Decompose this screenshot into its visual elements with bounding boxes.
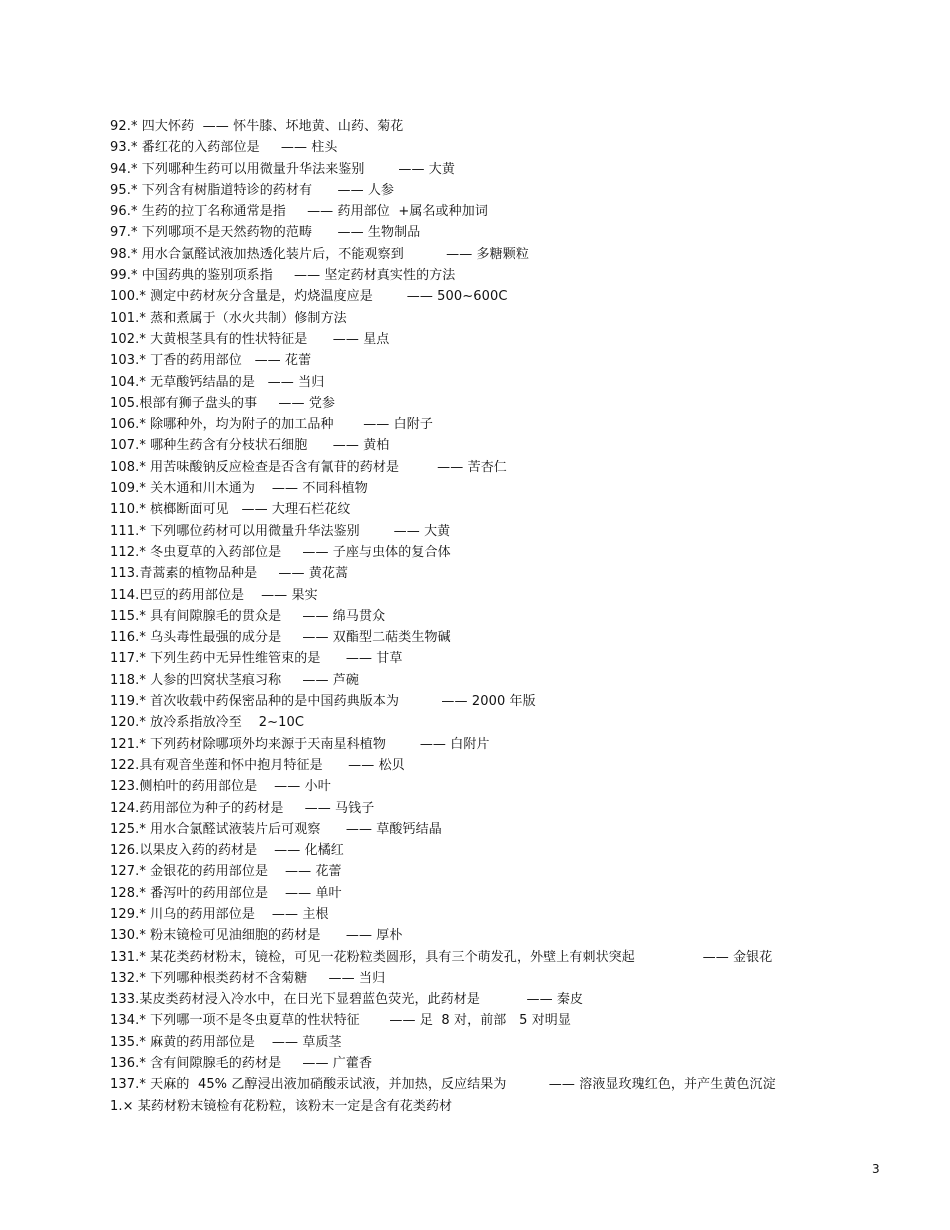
text-line: 105.根部有狮子盘头的事 —— 党参	[110, 395, 336, 411]
text-line: 122.具有观音坐莲和怀中抱月特征是 —— 松贝	[110, 757, 405, 773]
text-line: 115.* 具有间隙腺毛的贯众是 —— 绵马贯众	[110, 608, 386, 624]
text-line: 110.* 槟榔断面可见 —— 大理石栏花纹	[110, 502, 351, 518]
text-line: 106.* 除哪种外，均为附子的加工品种 —— 白附子	[110, 417, 433, 433]
text-line: 100.* 测定中药材灰分含量是，灼烧温度应是 —— 500~600C	[110, 289, 508, 305]
text-line: 128.* 番泻叶的药用部位是 —— 单叶	[110, 885, 342, 901]
text-line: 92.* 四大怀药 —— 怀牛膝、坏地黄、山药、菊花	[110, 119, 404, 134]
text-line: 107.* 哪种生药含有分枝状石细胞 —— 黄柏	[110, 438, 390, 454]
text-line: 129.* 川乌的药用部位是 —— 主根	[110, 906, 329, 922]
text-line: 132.* 下列哪种根类药材不含菊糖 —— 当归	[110, 970, 386, 986]
text-line: 117.* 下列生药中无异性维管束的是 —— 甘草	[110, 651, 403, 667]
text-line: 134.* 下列哪一项不是冬虫夏草的性状特征 —— 足 8 对，前部 5 对明显	[110, 1013, 572, 1029]
text-line: 103.* 丁香的药用部位 —— 花蕾	[110, 353, 312, 369]
text-line: 133.某皮类药材浸入冷水中，在日光下显碧蓝色荧光，此药材是 —— 秦皮	[110, 992, 584, 1008]
text-line: 119.* 首次收载中药保密品种的是中国药典版本为 —— 2000 年版	[110, 694, 536, 710]
text-line: 137.* 天麻的 45% 乙醇浸出液加硝酸汞试液，并加热，反应结果为 —— 溶液显玫瑰红色，并产生黄色沉淀	[110, 1077, 776, 1093]
text-line: 96.* 生药的拉丁名称通常是指 —— 药用部位 +属名或种加词	[110, 204, 488, 220]
text-line: 108.* 用苦味酸钠反应检查是否含有氰苷的药材是 —— 苦杏仁	[110, 459, 507, 475]
text-line: 111.* 下列哪位药材可以用微量升华法鉴别 —— 大黄	[110, 523, 451, 539]
text-line: 127.* 金银花的药用部位是 —— 花蕾	[110, 864, 342, 880]
text-line: 104.* 无草酸钙结晶的是 —— 当归	[110, 374, 325, 390]
text-line: 130.* 粉末镜检可见油细胞的药材是 —— 厚朴	[110, 928, 403, 944]
text-line: 125.* 用水合氯醛试液装片后可观察 —— 草酸钙结晶	[110, 821, 442, 837]
text-line: 101.* 蒸和煮属于（水火共制）修制方法	[110, 310, 347, 326]
text-line: 131.* 某花类药材粉末，镜检，可见一花粉粒类圆形，具有三个萌发孔，外壁上有刺状突起 —— 金银花	[110, 949, 773, 965]
text-line: 136.* 含有间隙腺毛的药材是 —— 广藿香	[110, 1056, 373, 1072]
page-number: 3	[872, 1162, 880, 1176]
text-line: 112.* 冬虫夏草的入药部位是 —— 子座与虫体的复合体	[110, 544, 451, 560]
text-line: 135.* 麻黄的药用部位是 —— 草质茎	[110, 1034, 342, 1050]
text-line: 93.* 番红花的入药部位是 —— 柱头	[110, 140, 338, 156]
text-line: 94.* 下列哪种生药可以用微量升华法来鉴别 —— 大黄	[110, 161, 455, 177]
text-line: 120.* 放冷系指放冷至 2~10C	[110, 715, 305, 731]
text-line: 126.以果皮入药的药材是 —— 化橘红	[110, 843, 344, 859]
text-line: 98.* 用水合氯醛试液加热透化装片后，不能观察到 —— 多糖颗粒	[110, 246, 529, 262]
text-line: 109.* 关木通和川木通为 —— 不同科植物	[110, 481, 368, 497]
text-line: 95.* 下列含有树脂道特诊的药材有 —— 人参	[110, 182, 395, 198]
text-line: 99.* 中国药典的鉴别项系指 —— 坚定药材真实性的方法	[110, 268, 456, 284]
text-line: 97.* 下列哪项不是天然药物的范畴 —— 生物制品	[110, 225, 421, 241]
text-line: 118.* 人参的凹窝状茎痕习称 —— 芦碗	[110, 672, 359, 688]
question-list	[110, 116, 910, 1117]
text-line: 124.药用部位为种子的药材是 —— 马钱子	[110, 800, 375, 816]
text-line: 1.× 某药材粉末镜检有花粉粒，该粉末一定是含有花类药材	[110, 1098, 453, 1114]
text-line: 113.青蒿素的植物品种是 —— 黄花蒿	[110, 566, 349, 582]
text-line: 123.侧柏叶的药用部位是 —— 小叶	[110, 779, 331, 795]
text-line: 102.* 大黄根茎具有的性状特征是 —— 星点	[110, 331, 390, 347]
text-line: 116.* 乌头毒性最强的成分是 —— 双酯型二萜类生物碱	[110, 630, 451, 646]
text-line: 114.巴豆的药用部位是 —— 果实	[110, 587, 318, 603]
text-line: 121.* 下列药材除哪项外均来源于天南星科植物 —— 白附片	[110, 736, 490, 752]
